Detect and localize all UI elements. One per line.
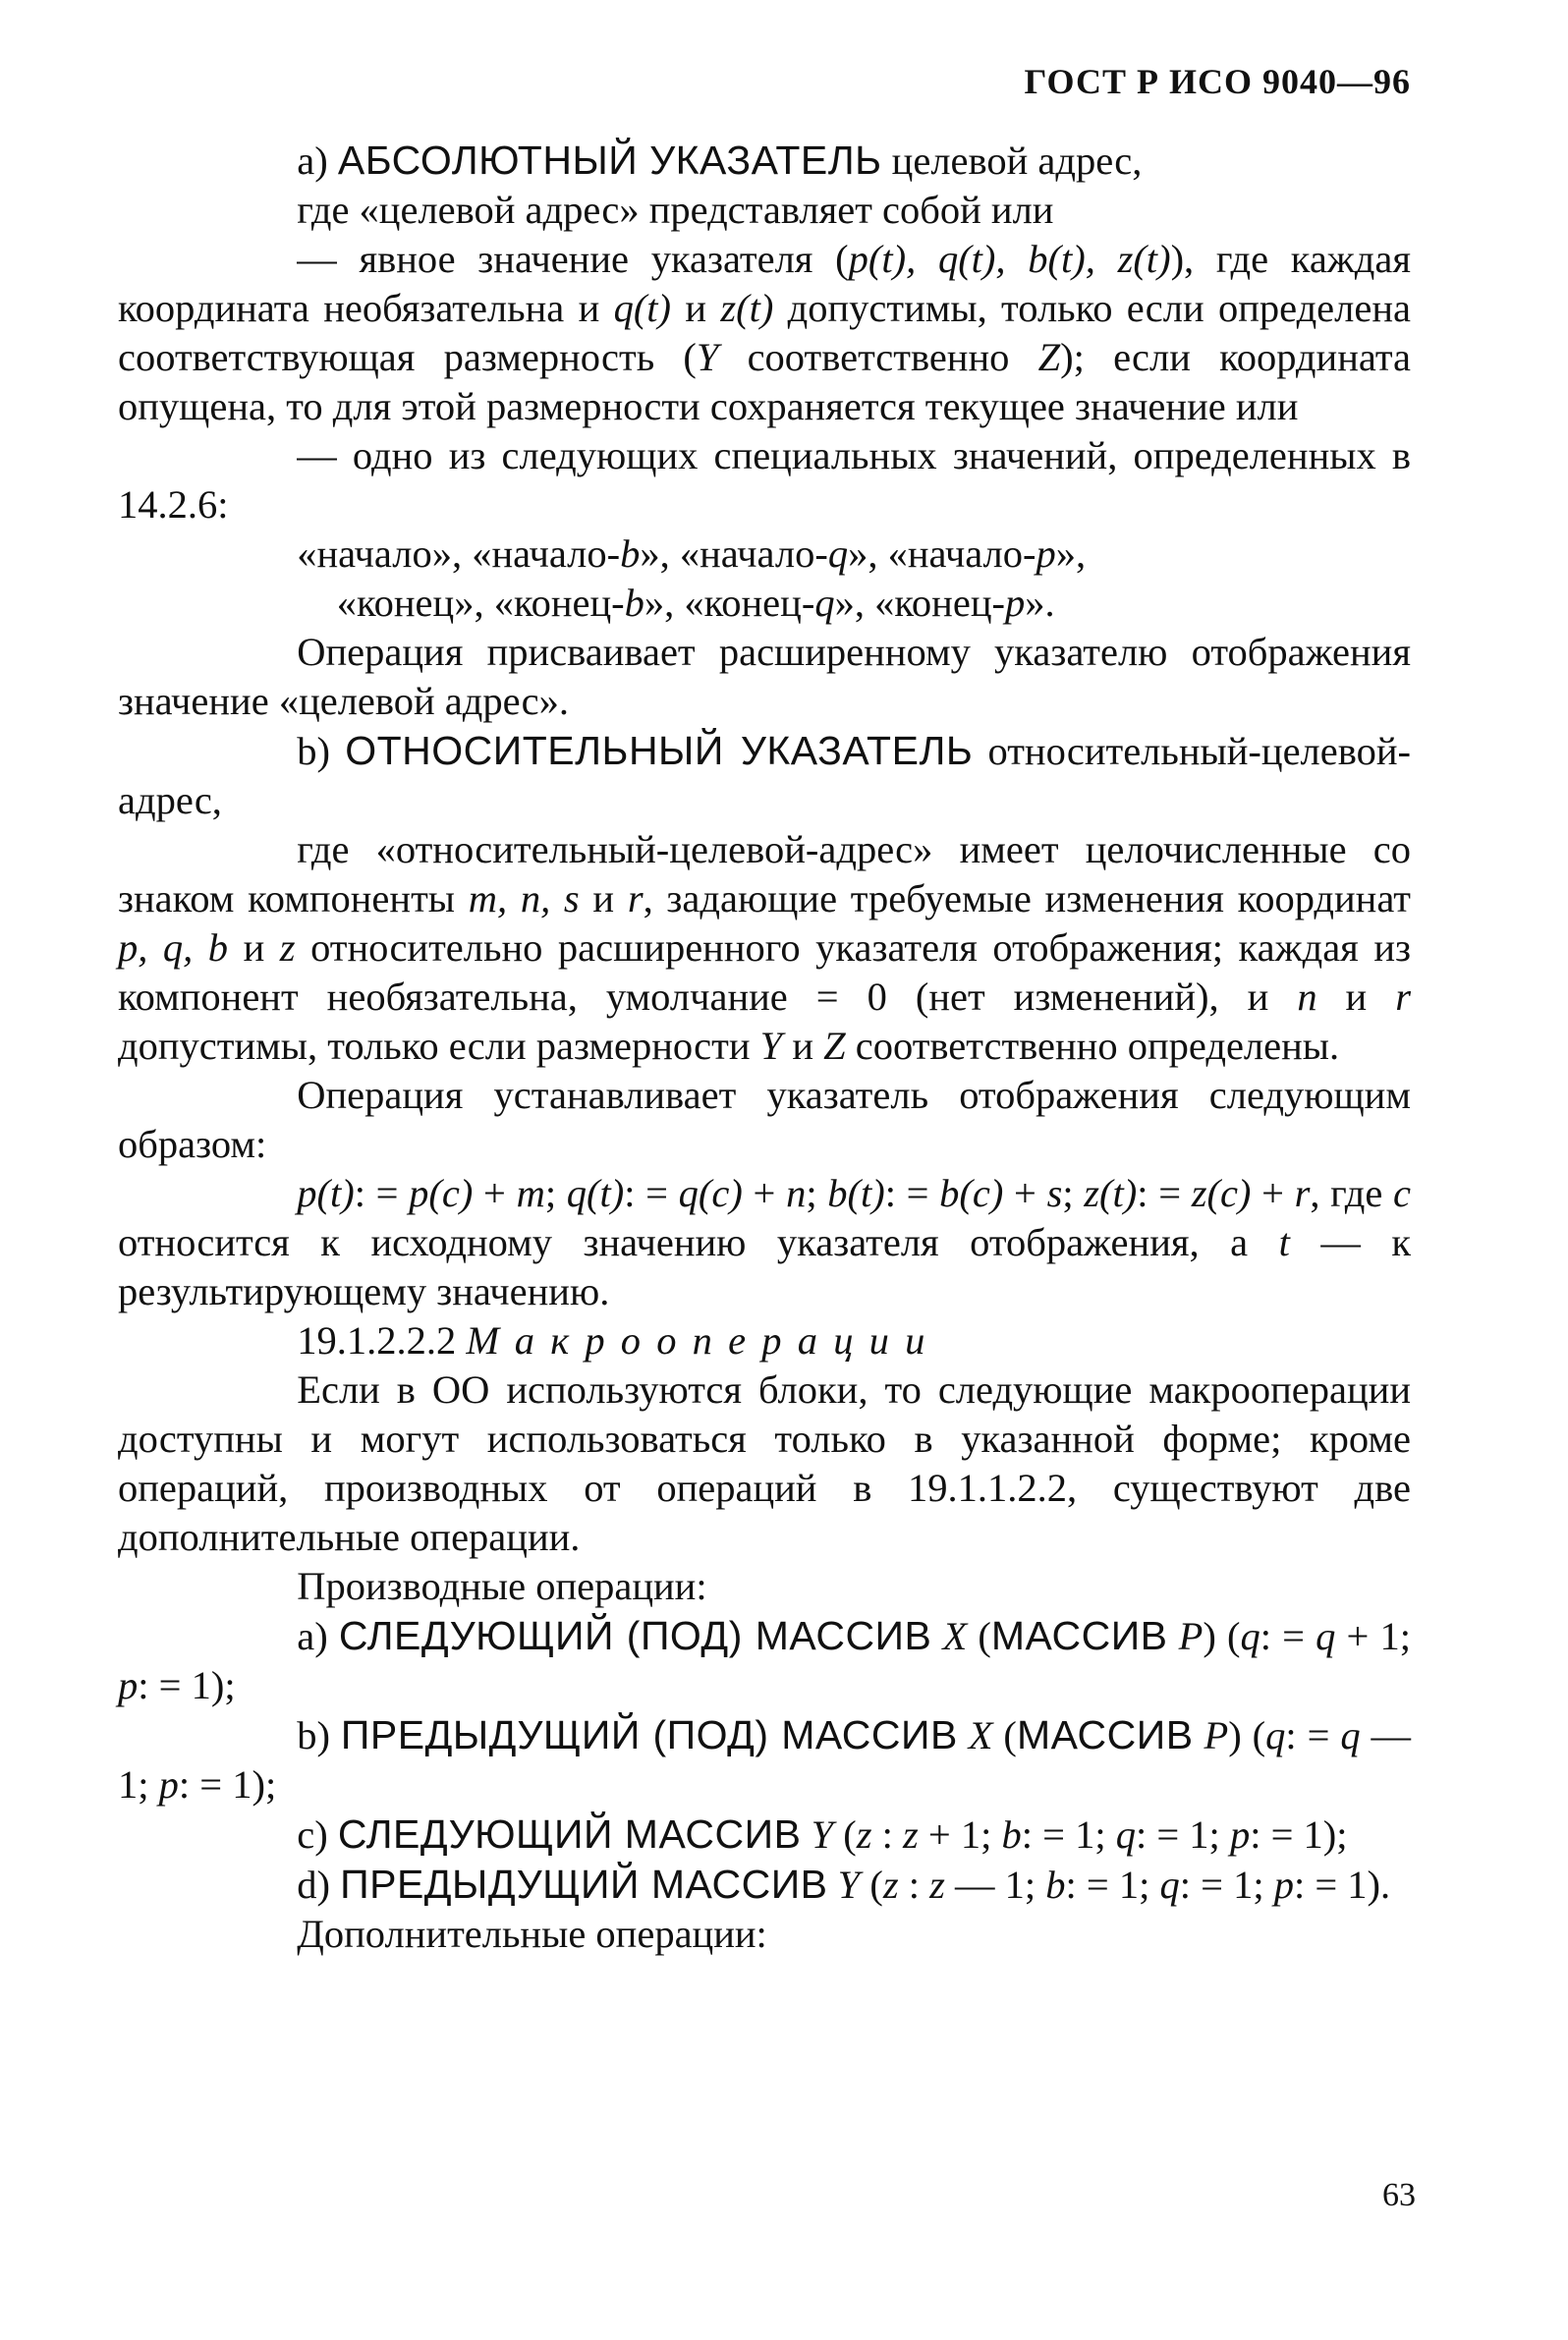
- text-run: a): [297, 1614, 339, 1658]
- text-run: допустимы, только если определена соответствующая размерность (: [118, 286, 1411, 379]
- text-run: s: [1046, 1171, 1063, 1215]
- text-run: P: [1178, 1614, 1204, 1658]
- section-title: Макрооперации: [466, 1318, 941, 1363]
- operation-name: ОТНОСИТЕЛЬНЫЙ УКАЗАТЕЛЬ: [345, 728, 974, 773]
- operation-name: МАССИВ: [990, 1613, 1168, 1658]
- text-run: (: [860, 1863, 883, 1907]
- text-run: относится к исходному значению указателя отображения, а: [118, 1220, 1279, 1264]
- text-run: », «конец-: [834, 581, 1005, 625]
- text-run: [828, 1863, 838, 1907]
- text-run: q(t): [566, 1171, 625, 1215]
- operation-name: СЛЕДУЮЩИЙ МАССИВ: [337, 1811, 802, 1857]
- text-run: r: [1294, 1171, 1311, 1215]
- text-run: m: [516, 1171, 545, 1215]
- text-run: (: [833, 1812, 857, 1857]
- operation-name: СЛЕДУЮЩИЙ (ПОД) МАССИВ: [338, 1613, 932, 1658]
- text-run: p: [158, 1762, 179, 1807]
- text-run: p, q, b: [118, 925, 229, 970]
- text-run: p: [1036, 531, 1056, 576]
- paragraph: [118, 431, 1411, 529]
- paragraph: [118, 1910, 1411, 1959]
- text-run: P: [1204, 1713, 1229, 1757]
- text-run: c: [1393, 1171, 1412, 1215]
- text-run: Операция присваивает расширенному указателю отображения значение «целевой адрес».: [118, 630, 1411, 723]
- text-run: относительный-целевой-адрес,: [118, 729, 1411, 822]
- text-run: + 1;: [918, 1812, 1002, 1857]
- text-run: «конец», «конец-: [336, 581, 625, 625]
- operation-name: АБСОЛЮТНЫЙ УКАЗАТЕЛЬ: [337, 138, 882, 183]
- text-run: r: [1395, 975, 1411, 1019]
- text-run: +: [742, 1171, 787, 1215]
- text-run: b(c): [939, 1171, 1004, 1215]
- text-run: q: [1316, 1614, 1336, 1658]
- operation-name: ПРЕДЫДУЩИЙ МАССИВ: [340, 1862, 828, 1907]
- paragraph: [118, 628, 1411, 726]
- text-run: z: [279, 925, 296, 970]
- text-run: b: [624, 581, 644, 625]
- text-run: ), где каждая координата необязательна и: [118, 237, 1411, 330]
- text-run: : = 1;: [1179, 1863, 1274, 1907]
- text-run: z: [903, 1812, 919, 1857]
- text-run: q: [1115, 1812, 1136, 1857]
- text-run: Производные операции:: [297, 1564, 707, 1608]
- text-run: : = 1;: [1021, 1812, 1116, 1857]
- text-run: +: [1251, 1171, 1295, 1215]
- text-run: и: [1316, 975, 1396, 1019]
- paragraph: [118, 235, 1411, 431]
- text-run: : =: [884, 1171, 940, 1215]
- text-run: Если в ОО используются блоки, то следующие макрооперации доступны и могут использоваться только в указанной форме; кроме операций, производных от операций в 19.1.1.2.2, существуют две дополнительные операции.: [118, 1367, 1411, 1559]
- text-run: где «относительный-целевой-адрес» имеет целочисленные со знаком компоненты: [118, 827, 1411, 920]
- document-body: [118, 136, 1411, 1959]
- text-run: p: [1273, 1863, 1294, 1907]
- text-run: (: [992, 1713, 1017, 1757]
- text-run: b: [620, 531, 641, 576]
- document-header: ГОСТ Р ИСО 9040—96: [1024, 62, 1411, 101]
- text-run: z(t): [720, 286, 774, 330]
- text-run: где «целевой адрес» представляет собой или: [297, 188, 1054, 232]
- paragraph: [118, 579, 1411, 628]
- text-run: q: [814, 581, 835, 625]
- text-run: p(c): [409, 1171, 474, 1215]
- text-run: », «конец-: [644, 581, 815, 625]
- text-run: и: [671, 286, 721, 330]
- text-run: p: [118, 1663, 139, 1707]
- text-run: «начало», «начало-: [297, 531, 621, 576]
- text-run: и: [579, 876, 628, 920]
- text-run: t: [1278, 1220, 1290, 1264]
- text-run: X: [968, 1713, 993, 1757]
- text-run: b: [1001, 1812, 1022, 1857]
- text-run: [1168, 1614, 1179, 1658]
- paragraph: [118, 1611, 1411, 1710]
- paragraph: [118, 1562, 1411, 1611]
- text-run: [931, 1614, 942, 1658]
- text-run: : = 1);: [1250, 1812, 1348, 1857]
- text-run: c): [297, 1812, 338, 1857]
- text-run: :: [871, 1812, 903, 1857]
- text-run: допустимы, только если размерности: [118, 1024, 760, 1068]
- text-run: относительно расширенного указателя отображения; каждая из компонент необязательна, умолчание = 0 (нет изменений), и: [118, 925, 1411, 1019]
- paragraph: [118, 186, 1411, 235]
- text-run: ) (: [1203, 1614, 1241, 1658]
- text-run: q: [1240, 1614, 1260, 1658]
- text-run: z(t): [1084, 1171, 1138, 1215]
- text-run: : = 1);: [138, 1663, 236, 1707]
- text-run: q(c): [678, 1171, 743, 1215]
- text-run: — явное значение указателя (: [297, 237, 849, 281]
- text-run: :: [898, 1863, 930, 1907]
- operation-name: ПРЕДЫДУЩИЙ (ПОД) МАССИВ: [340, 1712, 958, 1757]
- text-run: : =: [1137, 1171, 1192, 1215]
- text-run: ) (: [1228, 1713, 1266, 1757]
- text-run: z: [856, 1812, 872, 1857]
- paragraph: [118, 529, 1411, 579]
- text-run: [958, 1713, 969, 1757]
- page-number: 63: [1382, 2177, 1416, 2213]
- text-run: +: [1003, 1171, 1047, 1215]
- text-run: соответственно определены.: [845, 1024, 1340, 1068]
- text-run: : =: [1260, 1614, 1316, 1658]
- text-run: »,: [1055, 531, 1087, 576]
- text-run: — одно из следующих специальных значений, определенных в 14.2.6:: [118, 433, 1411, 527]
- text-run: целевой адрес,: [881, 139, 1143, 183]
- text-run: — 1;: [118, 1713, 1412, 1807]
- text-run: : =: [354, 1171, 410, 1215]
- text-run: + 1;: [1335, 1614, 1411, 1658]
- paragraph: [118, 136, 1411, 186]
- text-run: z: [929, 1863, 945, 1907]
- paragraph: [118, 726, 1411, 825]
- text-run: q(t): [613, 286, 672, 330]
- text-run: », «начало-: [848, 531, 1036, 576]
- text-run: — к результирующему значению.: [118, 1220, 1411, 1313]
- text-run: : = 1;: [1135, 1812, 1230, 1857]
- paragraph: [118, 1365, 1411, 1562]
- text-run: соответственно: [718, 335, 1038, 379]
- text-run: ); если координата опущена, то для этой размерности сохраняется текущее значение или: [118, 335, 1411, 428]
- text-run: X: [942, 1614, 968, 1658]
- text-run: , задающие требуемые изменения координат: [643, 876, 1411, 920]
- text-run: d): [297, 1863, 341, 1907]
- paragraph: [118, 1810, 1411, 1860]
- text-run: m, n, s: [468, 876, 580, 920]
- text-run: [801, 1812, 811, 1857]
- text-run: [1194, 1713, 1204, 1757]
- text-run: p: [1005, 581, 1026, 625]
- text-run: , где: [1310, 1171, 1394, 1215]
- text-run: p(t), q(t), b(t), z(t): [848, 237, 1171, 281]
- text-run: : =: [1285, 1713, 1341, 1757]
- text-run: q: [1159, 1863, 1180, 1907]
- text-run: Y: [696, 335, 719, 379]
- paragraph: [118, 1860, 1411, 1910]
- text-run: n: [786, 1171, 807, 1215]
- text-run: p: [1229, 1812, 1251, 1857]
- text-run: n: [1297, 975, 1317, 1019]
- text-run: », «начало-: [640, 531, 828, 576]
- text-run: : =: [624, 1171, 679, 1215]
- text-run: q: [1265, 1713, 1286, 1757]
- text-run: ;: [806, 1171, 828, 1215]
- text-run: q: [827, 531, 849, 576]
- text-run: r: [627, 876, 644, 920]
- text-run: z: [882, 1863, 899, 1907]
- text-run: : = 1).: [1293, 1863, 1391, 1907]
- paragraph: [118, 1316, 1411, 1365]
- text-run: 19.1.2.2.2: [297, 1318, 467, 1363]
- paragraph: [118, 825, 1411, 1071]
- text-run: Z: [823, 1024, 846, 1068]
- text-run: и: [228, 925, 280, 970]
- text-run: z(c): [1191, 1171, 1252, 1215]
- text-run: Y: [759, 1024, 783, 1068]
- text-run: Дополнительные операции:: [297, 1912, 767, 1956]
- paragraph: [118, 1710, 1411, 1810]
- text-run: Операция устанавливает указатель отображения следующим образом:: [118, 1073, 1411, 1166]
- paragraph: [118, 1169, 1411, 1316]
- text-run: q: [1340, 1713, 1361, 1757]
- text-run: b(t): [827, 1171, 885, 1215]
- text-run: (: [967, 1614, 991, 1658]
- text-run: ;: [544, 1171, 567, 1215]
- text-run: a): [297, 139, 338, 183]
- text-run: p(t): [297, 1171, 355, 1215]
- text-run: Z: [1037, 335, 1061, 379]
- text-run: b: [1045, 1863, 1066, 1907]
- text-run: ;: [1062, 1171, 1085, 1215]
- text-run: Y: [811, 1812, 834, 1857]
- text-run: : = 1;: [1065, 1863, 1160, 1907]
- text-run: и: [782, 1024, 824, 1068]
- text-run: +: [473, 1171, 517, 1215]
- operation-name: МАССИВ: [1016, 1712, 1194, 1757]
- text-run: ».: [1025, 581, 1055, 625]
- text-run: — 1;: [944, 1863, 1046, 1907]
- text-run: b): [297, 729, 346, 773]
- text-run: : = 1);: [178, 1762, 277, 1807]
- paragraph: [118, 1071, 1411, 1169]
- text-run: Y: [837, 1863, 861, 1907]
- text-run: b): [297, 1713, 341, 1757]
